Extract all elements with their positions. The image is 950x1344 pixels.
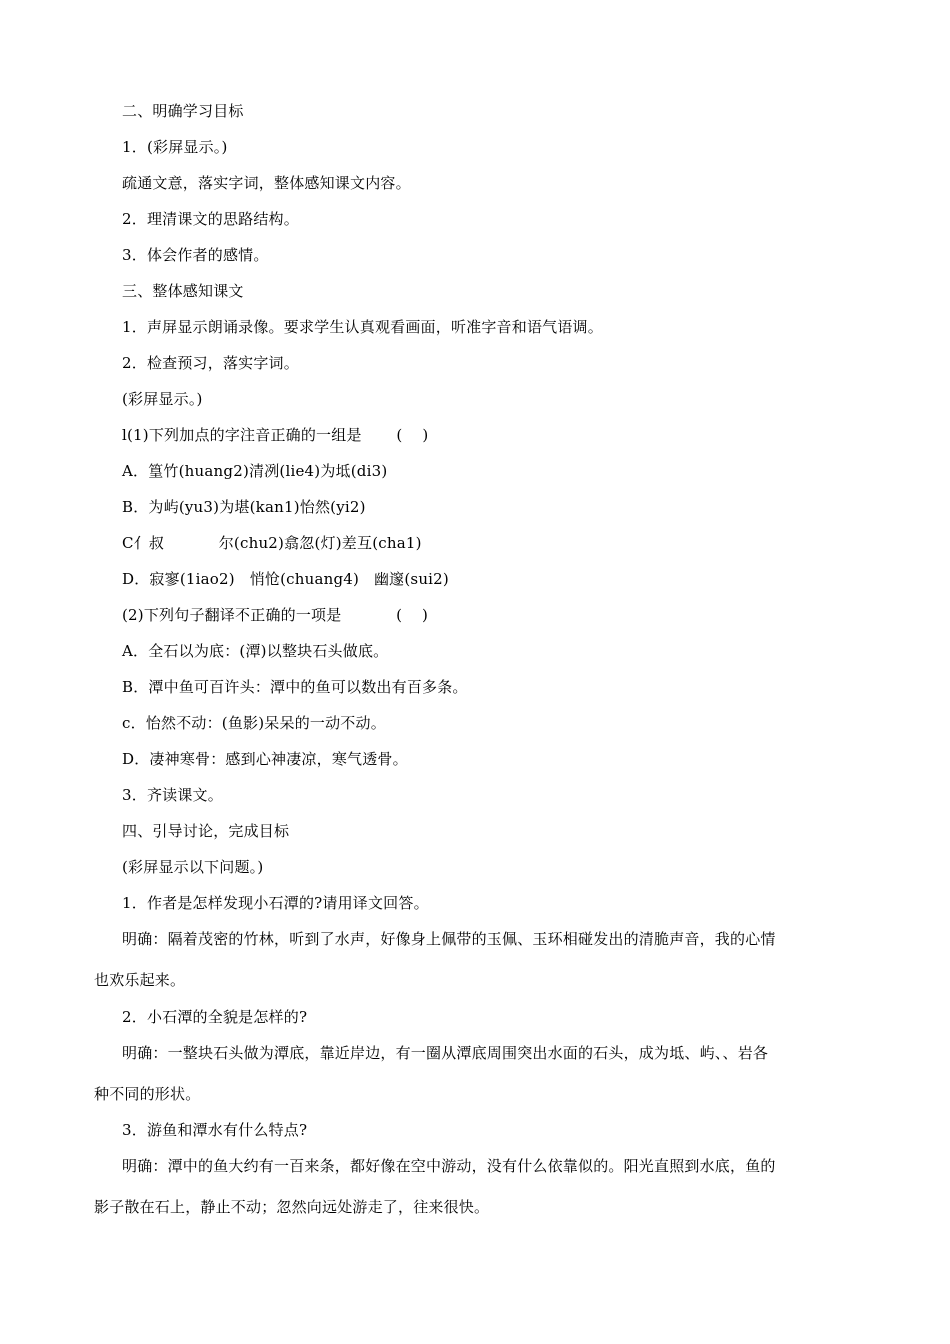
perception-item-2: 2．检查预习，落实字词。	[122, 354, 299, 372]
discussion-question-1: 1．作者是怎样发现小石潭的?请用译文回答。	[122, 894, 429, 912]
question-2: (2)下列句子翻译不正确的一项是 ( )	[122, 606, 429, 624]
discussion-question-2: 2．小石潭的全貌是怎样的?	[122, 1008, 308, 1026]
question-2-option-d: D．凄神寒骨：感到心神凄凉，寒气透骨。	[122, 750, 408, 768]
question-1-option-d: D．寂寥(1iao2) 悄怆(chuang4) 幽邃(sui2)	[122, 570, 449, 588]
heading-learning-goals: 二、明确学习目标	[122, 102, 244, 120]
discussion-answer-1-line-1: 明确：隔着茂密的竹林，听到了水声，好像身上佩带的玉佩、玉环相碰发出的清脆声音，我的心情	[122, 930, 776, 948]
discussion-answer-3-line-2: 影子散在石上，静止不动；忽然向远处游走了，往来很快。	[94, 1198, 490, 1216]
question-1-option-a: A．篁竹(huang2)清冽(lie4)为坻(di3)	[122, 462, 388, 480]
screen-note: (彩屏显示。)	[122, 390, 203, 408]
discussion-answer-3-line-1: 明确：潭中的鱼大约有一百来条，都好像在空中游动，没有什么依靠似的。阳光直照到水底，鱼的	[122, 1157, 776, 1175]
question-2-option-b: B．潭中鱼可百许头：潭中的鱼可以数出有百多条。	[122, 678, 468, 696]
perception-item-1: 1．声屏显示朗诵录像。要求学生认真观看画面，听准字音和语气语调。	[122, 318, 603, 336]
question-1: l(1)下列加点的字注音正确的一组是 ( )	[122, 426, 429, 444]
discussion-answer-1-line-2: 也欢乐起来。	[94, 971, 186, 989]
discussion-answer-2-line-1: 明确：一整块石头做为潭底，靠近岸边，有一圈从潭底周围突出水面的石头，成为坻、屿、、岩各	[122, 1044, 769, 1062]
goal-item-1: 1．(彩屏显示。)	[122, 138, 228, 156]
question-1-option-b: B．为屿(yu3)为堪(kan1)怡然(yi2)	[122, 498, 366, 516]
heading-overall-perception: 三、整体感知课文	[122, 282, 244, 300]
goal-item-3: 3．体会作者的感情。	[122, 246, 269, 264]
discussion-answer-2-line-2: 种不同的形状。	[94, 1085, 201, 1103]
discussion-question-3: 3．游鱼和潭水有什么特点?	[122, 1121, 308, 1139]
heading-guided-discussion: 四、引导讨论，完成目标	[122, 822, 290, 840]
question-1-option-c: C亻叔 尔(chu2)翕忽(灯)差互(cha1)	[122, 534, 422, 552]
perception-item-3: 3．齐读课文。	[122, 786, 223, 804]
discussion-screen-note: (彩屏显示以下问题。)	[122, 858, 264, 876]
question-2-option-c: c．怡然不动：(鱼影)呆呆的一动不动。	[122, 714, 386, 732]
question-2-option-a: A．全石以为底：(潭)以整块石头做底。	[122, 642, 389, 660]
goal-item-1-detail: 疏通文意，落实字词，整体感知课文内容。	[122, 174, 411, 192]
goal-item-2: 2．理清课文的思路结构。	[122, 210, 299, 228]
